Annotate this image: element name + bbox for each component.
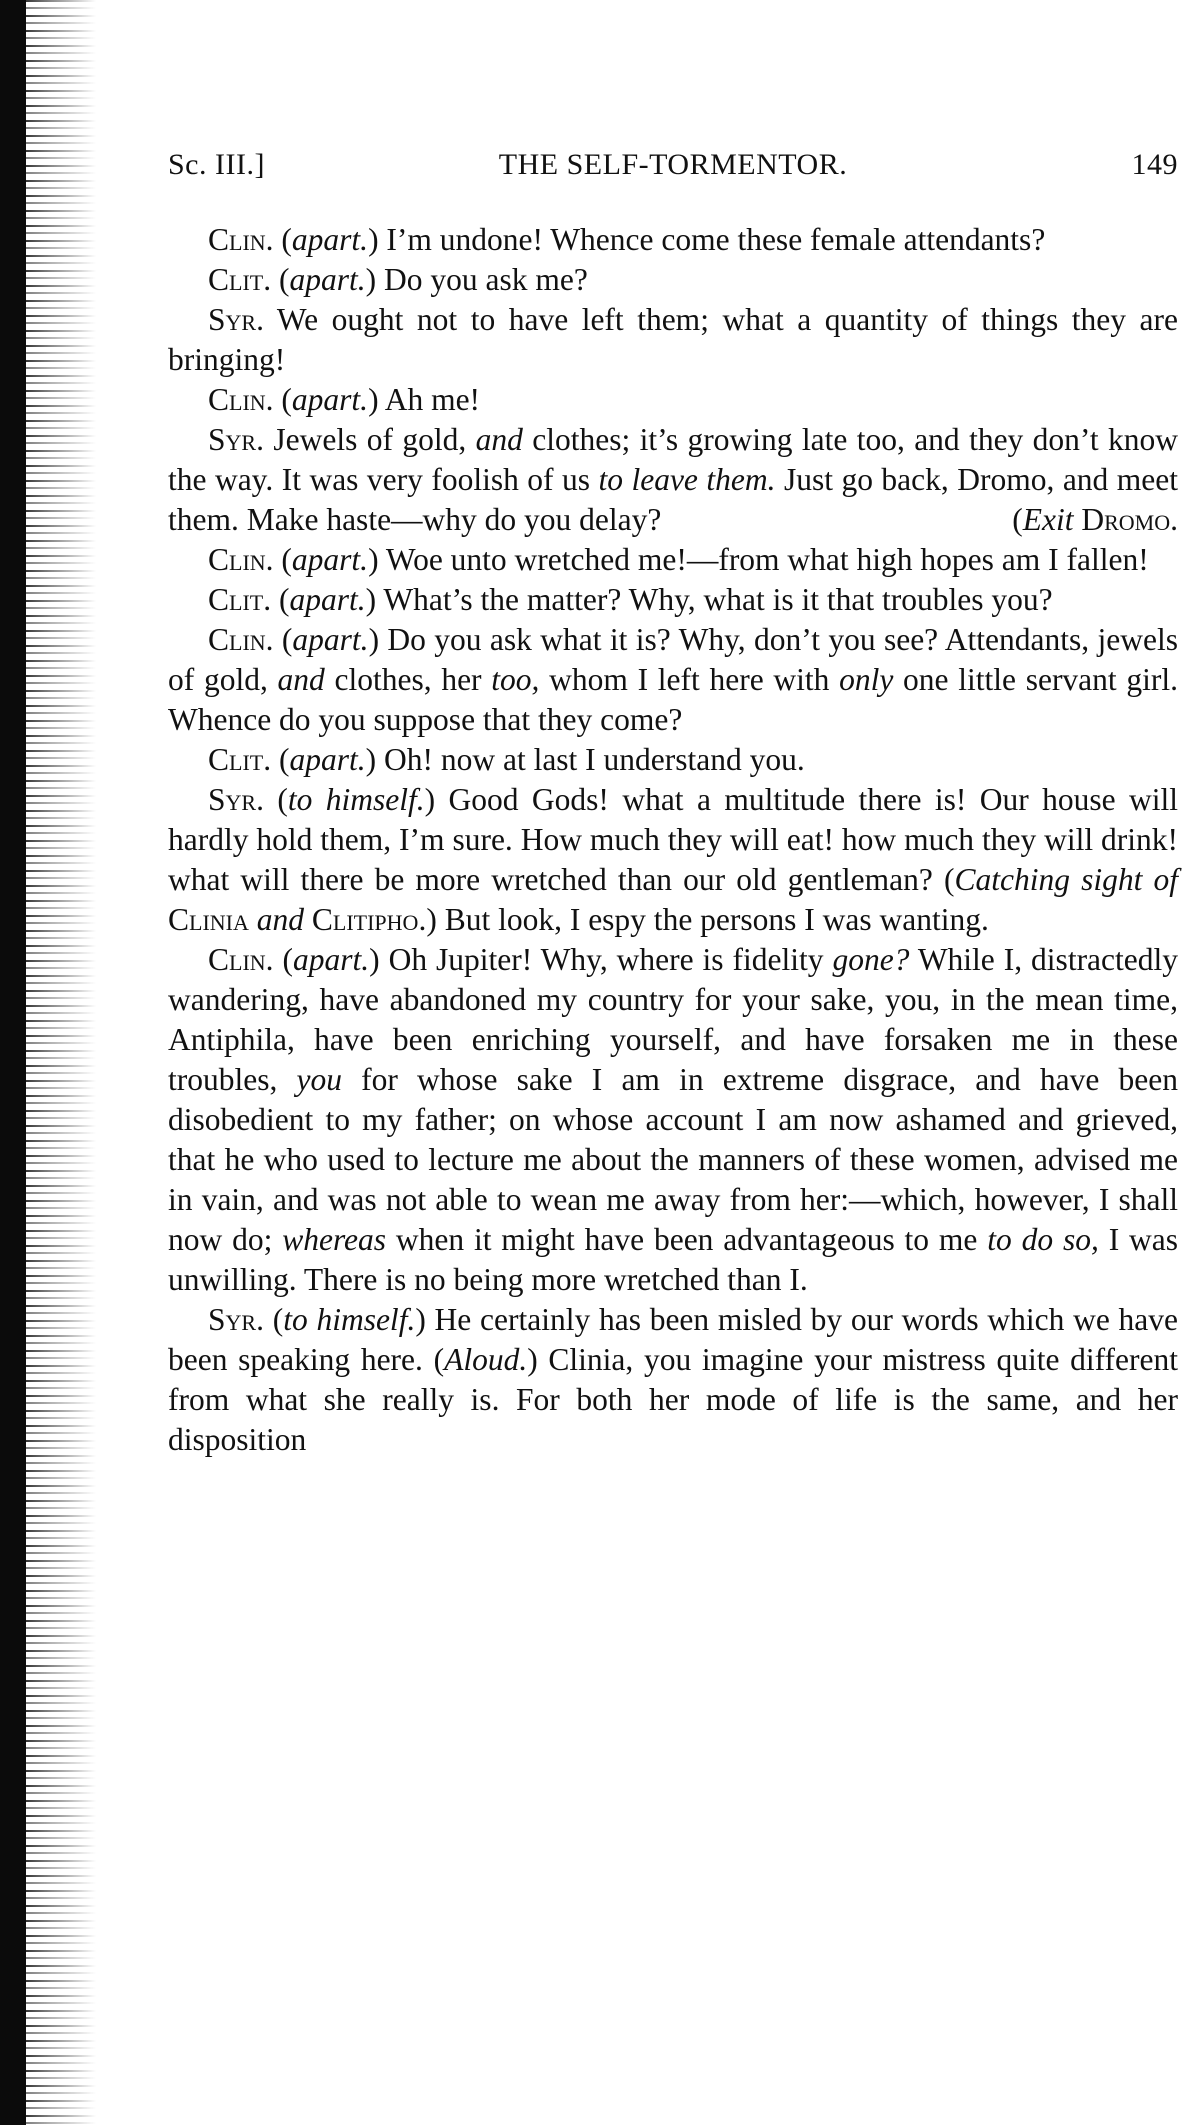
dialogue-text: ) Good Gods! what a multitude there is! Our house will hardly hold them, I’m sure. How much they will eat! how much they will drink! what will there be more wretched than our old gentleman? ( [168,782,1178,897]
page-body-text [168,220,1178,1460]
book-spine-shadow [0,0,120,2125]
dialogue-paragraph [168,300,1178,380]
dialogue-paragraph [168,540,1178,580]
dialogue-text: one little servant girl. Whence do you suppose that they come? [168,662,1178,737]
dialogue-paragraph [168,620,1178,740]
italic-text: to leave them. [598,462,776,497]
dialogue-text: We ought not to have left them; what a quantity of things they are bringing! [168,302,1178,377]
italic-text: too, [491,662,540,697]
italic-text: to himself. [287,782,425,817]
speaker-name: Clin. [208,622,274,657]
dialogue-text: whom I left here with [539,662,840,697]
character-name: Dromo. [1081,502,1178,537]
speaker-name: Clin. [208,942,274,977]
italic-text: apart. [291,542,369,577]
italic-text: Catching sight of [954,862,1178,897]
speaker-name: Clin. [208,542,274,577]
dialogue-text: ( [271,742,290,777]
italic-text: whereas [282,1222,387,1257]
italic-text: apart. [291,382,369,417]
dialogue-text: ( [273,382,292,417]
dialogue-text: ) Do you ask what it is? Why, don’t you see? Attendants, jewels of gold, [168,622,1178,697]
dialogue-text: ) Clinia, you imagine your mistress quite different from what she really is. For both her mode of life is the same, and her disposition [168,1342,1178,1457]
dialogue-text: Jewels of gold, [263,422,476,457]
page-number: 149 [1131,148,1178,181]
running-title: THE SELF-TORMENTOR. [498,148,848,181]
dialogue-text: ( [273,542,292,577]
speaker-name: Clin. [208,382,274,417]
italic-text: apart. [289,262,366,297]
dialogue-text: ) Oh Jupiter! Why, where is fidelity [369,942,833,977]
speaker-name: Clin. [208,222,274,257]
dialogue-paragraph [168,220,1178,260]
italic-text: only [839,662,894,697]
speaker-name: Clitipho. [311,902,427,937]
dialogue-paragraph [168,940,1178,1300]
dialogue-text: ) Do you ask me? [365,262,588,297]
dialogue-paragraph [168,580,1178,620]
dialogue-text: ( [273,942,293,977]
book-page [168,148,1178,1460]
italic-text: and [475,422,523,457]
dialogue-text: for whose sake I am in extreme disgrace, and have been disobedient to my father; on whose account I am now ashamed and grieved, that he who used to lecture me about the manners of these women, advised me in vain, and was not able to wean me away from her:—which, however, I shall now do; [168,1062,1178,1257]
dialogue-paragraph [168,740,1178,780]
speaker-name: Syr. [208,1302,264,1337]
dialogue-text: ( [271,262,290,297]
dialogue-paragraph [168,1300,1178,1460]
dialogue-text: ) What’s the matter? Why, what is it that troubles you? [365,582,1053,617]
dialogue-text: Just go back, Dromo, and meet them. Make haste—why do you delay? [168,462,1178,537]
spine-page-edges [26,0,96,2125]
dialogue-text [249,902,257,937]
dialogue-text: I was unwilling. There is no being more wretched than I. [168,1222,1179,1297]
dialogue-text: clothes; it’s growing late too, and they don’t know the way. It was very foolish of us [168,422,1178,497]
dialogue-text: ( [263,1302,284,1337]
dialogue-text: clothes, her [324,662,492,697]
dialogue-text: ) I’m undone! Whence come these female attendants? [368,222,1046,257]
speaker-name: Syr. [208,302,264,337]
speaker-name: Clit. [208,582,272,617]
dialogue-paragraph [168,420,1178,540]
speaker-name: Clit. [208,742,272,777]
speaker-name: Syr. [208,782,264,817]
italic-text: apart. [292,622,369,657]
spine-dark-band [0,0,26,2125]
italic-text: apart. [289,742,366,777]
dialogue-text: ) Ah me! [368,382,481,417]
dialogue-text: ( [273,222,292,257]
dialogue-paragraph [168,380,1178,420]
speaker-name: Clit. [208,262,272,297]
italic-text: you [296,1062,342,1097]
running-header [168,148,1178,198]
dialogue-text: when it might have been advantageous to me [386,1222,988,1257]
italic-text: apart. [293,942,370,977]
speaker-name: Syr. [208,422,264,457]
scene-reference: Sc. III.] [168,148,265,181]
italic-text: apart. [289,582,366,617]
dialogue-paragraph [168,260,1178,300]
dialogue-text: ) Woe unto wretched me!—from what high hopes am I fallen! [368,542,1149,577]
italic-text: Aloud. [444,1342,528,1377]
italic-text: apart. [291,222,369,257]
dialogue-text: ) He certainly has been misled by our words which we have been speaking here. ( [168,1302,1178,1377]
italic-text: and [256,902,305,937]
dialogue-text: ( [263,782,288,817]
stage-direction-exit: (Exit Dromo. [1012,502,1178,537]
dialogue-paragraph [168,780,1178,940]
dialogue-text: ( [273,622,293,657]
italic-text: to himself. [283,1302,416,1337]
dialogue-text: ) Oh! now at last I understand you. [365,742,805,777]
dialogue-text [304,902,312,937]
italic-text: to do so, [987,1222,1099,1257]
italic-text: and [277,662,325,697]
stage-direction-text: Exit [1022,502,1074,537]
speaker-name: Clinia [168,902,249,937]
dialogue-text: ( [271,582,290,617]
dialogue-text: While I, distractedly wandering, have abandoned my country for your sake, you, in the mean time, Antiphila, have been enriching yourself, and have forsaken me in these troubles, [168,942,1179,1097]
italic-text: gone? [832,942,910,977]
dialogue-text: ) But look, I espy the persons I was wanting. [426,902,989,937]
